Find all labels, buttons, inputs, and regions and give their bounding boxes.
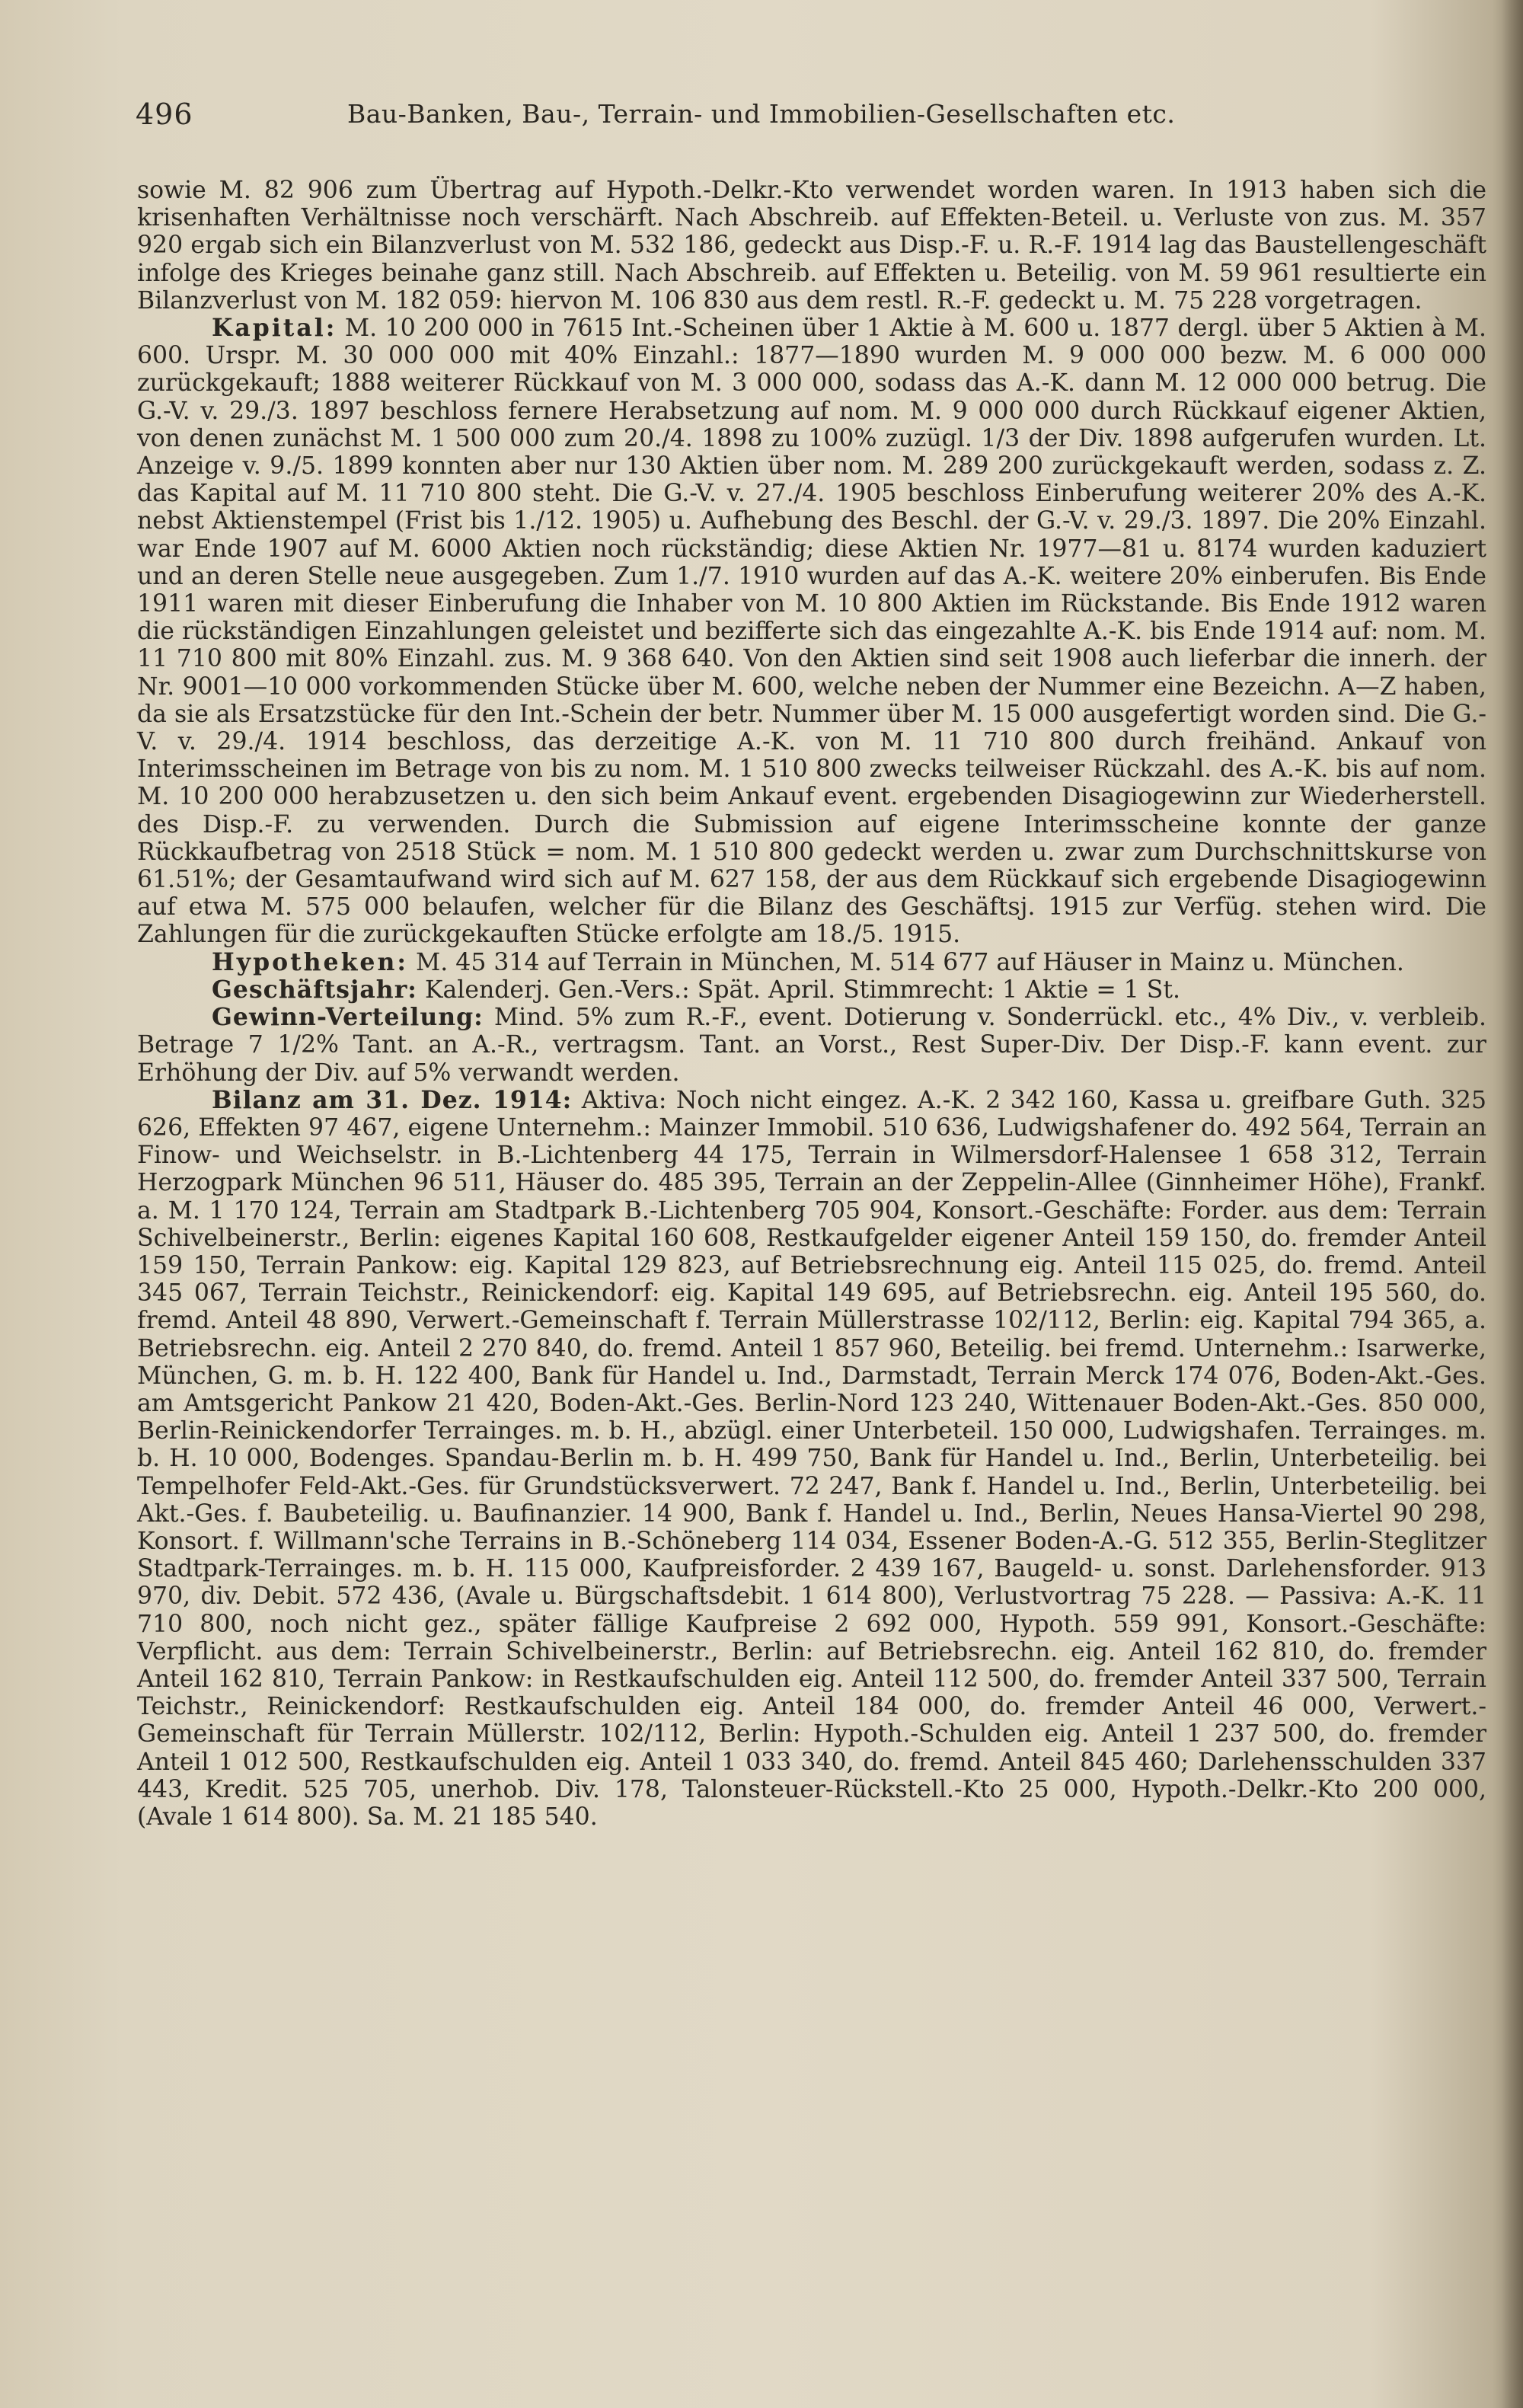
page-number: 496 (136, 97, 193, 131)
paragraph-geschaeftsjahr (137, 976, 1486, 1004)
paragraph-text: Aktiva: Noch nicht eingez. A.-K. 2 342 160, Kassa u. greifbare Guth. 325 626, Effekten 97 467, eigene Unternehm.: Mainzer Immobil. 510 636, Ludwigshafener do. 492 564, Terrain an Finow- und Weichselstr. in B.-Lichtenberg 44 175, Terrain in Wilmersdorf-Halensee 1 658 312, Terrain Herzogpark München 96 511, Häuser do. 485 395, Terrain an der Zeppelin-Allee (Ginnheimer Höhe), Frankf. a. M. 1 170 124, Terrain am Stadtpark B.-Lichtenberg 705 904, Konsort.-Geschäfte: Forder. aus dem: Terrain Schivelbeinerstr., Berlin: eigenes Kapital 160 608, Restkaufgelder eigener Anteil 159 150, do. fremder Anteil 159 150, Terrain Pankow: eig. Kapital 129 823, auf Betriebsrechnung eig. Anteil 115 025, do. fremd. Anteil 345 067, Terrain Teichstr., Reinickendorf: eig. Kapital 149 695, auf Betriebsrechn. eig. Anteil 195 560, do. fremd. Anteil 48 890, Verwert.-Gemeinschaft f. Terrain Müllerstrasse 102/112, Berlin: eig. Kapital 794 365, a. Betriebsrechn. eig. Anteil 2 270 840, do. fremd. Anteil 1 857 960, Beteilig. bei fremd. Unternehm.: Isarwerke, München, G. m. b. H. 122 400, Bank für Handel u. Ind., Darmstadt, Terrain Merck 174 076, Boden-Akt.-Ges. am Amtsgericht Pankow 21 420, Boden-Akt.-Ges. Berlin-Nord 123 240, Wittenauer Boden-Akt.-Ges. 850 000, Berlin-Reinickendorfer Terrainges. m. b. H., abzügl. einer Unterbeteil. 150 000, Ludwigshafen. Terrainges. m. b. H. 10 000, Bodenges. Spandau-Berlin m. b. H. 499 750, Bank für Handel u. Ind., Berlin, Unterbeteilig. bei Tempelhofer Feld-Akt.-Ges. für Grundstücksverwert. 72 247, Bank f. Handel u. Ind., Berlin, Unterbeteilig. bei Akt.-Ges. f. Baubeteilig. u. Baufinanzier. 14 900, Bank f. Handel u. Ind., Berlin, Neues Hansa-Viertel 90 298, Konsort. f. Willmann'sche Terrains in B.-Schöneberg 114 034, Essener Boden-A.-G. 512 355, Berlin-Steglitzer Stadtpark-Terrainges. m. b. H. 115 000, Kaufpreisforder. 2 439 167, Baugeld- u. sonst. Darlehensforder. 913 970, div. Debit. 572 436, (Avale u. Bürgschaftsdebit. 1 614 800), Verlustvortrag 75 228. — Passiva: A.-K. 11 710 800, noch nicht gez., später fällige Kaufpreise 2 692 000, Hypoth. 559 991, Konsort.-Geschäfte: Verpflicht. aus dem: Terrain Schivelbeinerstr., Berlin: auf Betriebsrechn. eig. Anteil 162 810, do. fremder Anteil 162 810, Terrain Pankow: in Restkaufschulden eig. Anteil 112 500, do. fremder Anteil 337 500, Terrain Teichstr., Reinickendorf: Restkaufschulden eig. Anteil 184 000, do. fremder Anteil 46 000, Verwert.-Gemeinschaft für Terrain Müllerstr. 102/112, Berlin: Hypoth.-Schulden eig. Anteil 1 237 500, do. fremder Anteil 1 012 500, Restkaufschulden eig. Anteil 1 033 340, do. fremd. Anteil 845 460; Darlehensschulden 337 443, Kredit. 525 705, unerhob. Div. 178, Talonsteuer-Rückstell.-Kto 25 000, Hypoth.-Delkr.-Kto 200 000, (Avale 1 614 800). Sa. M. 21 185 540. (137, 1086, 1486, 1831)
paragraph-text: sowie M. 82 906 zum Übertrag auf Hypoth.-Delkr.-Kto verwendet worden waren. In 1913 haben sich die krisenhaften Verhältnisse noch verschärft. Nach Abschreib. auf Effekten-Beteil. u. Verluste von zus. M. 357 920 ergab sich ein Bilanzverlust von M. 532 186, gedeckt aus Disp.-F. u. R.-F. 1914 lag das Baustellengeschäft infolge des Krieges beinahe ganz still. Nach Abschreib. auf Effekten u. Beteilig. von M. 59 961 resultierte ein Bilanzverlust von M. 182 059: hiervon M. 106 830 aus dem restl. R.-F. gedeckt u. M. 75 228 vorgetragen. (137, 177, 1486, 315)
paragraph-text: Kalenderj. Gen.-Vers.: Spät. April. Stimmrecht: 1 Aktie = 1 St. (424, 976, 1181, 1004)
paragraph-kapital (137, 315, 1486, 949)
paragraph-gewinn-verteilung (137, 1004, 1486, 1087)
section-heading-gewinn-verteilung: Gewinn-Verteilung: (212, 1003, 484, 1032)
paragraph-text: Mind. 5% zum R.-F., event. Dotierung v. Sonderrückl. etc., 4% Div., v. verbleib. Betrage 7 1/2% Tant. an A.-R., vertragsm. Tant. an Vorst., Rest Super-Div. Der Disp.-F. kann event. zur Erhöhung der Div. auf 5% verwandt werden. (137, 1004, 1486, 1087)
section-heading-bilanz: Bilanz am 31. Dez. 1914: (212, 1085, 573, 1114)
running-head (136, 97, 1477, 136)
section-heading-kapital: Kapital: (212, 314, 337, 343)
section-heading-hypotheken: Hypotheken: (212, 947, 408, 976)
page-body (137, 177, 1486, 1831)
paragraph-continuation (137, 177, 1486, 315)
paragraph-text: M. 45 314 auf Terrain in München, M. 514 677 auf Häuser in Mainz u. München. (416, 948, 1404, 976)
paragraph-bilanz (137, 1087, 1486, 1831)
page-edge-shadow (1502, 0, 1523, 2408)
section-heading-geschaeftsjahr: Geschäftsjahr: (212, 975, 417, 1004)
paragraph-hypotheken (137, 949, 1486, 976)
running-title: Bau-Banken, Bau-, Terrain- und Immobilien-Gesellschaften etc. (347, 99, 1176, 129)
paragraph-text: M. 10 200 000 in 7615 Int.-Scheinen über 1 Aktie à M. 600 u. 1877 dergl. über 5 Aktien à M. 600. Urspr. M. 30 000 000 mit 40% Einzahl.: 1877—1890 wurden M. 9 000 000 bezw. M. 6 000 000 zurückgekauft; 1888 weiterer Rückkauf von M. 3 000 000, sodass das A.-K. dann M. 12 000 000 betrug. Die G.-V. v. 29./3. 1897 beschloss fernere Herabsetzung auf nom. M. 9 000 000 durch Rückkauf eigener Aktien, von denen zunächst M. 1 500 000 zum 20./4. 1898 zu 100% zuzügl. 1/3 der Div. 1898 aufgerufen wurden. Lt. Anzeige v. 9./5. 1899 konnten aber nur 130 Aktien über nom. M. 289 200 zurückgekauft werden, sodass z. Z. das Kapital auf M. 11 710 800 steht. Die G.-V. v. 27./4. 1905 beschloss Einberufung weiterer 20% des A.-K. nebst Aktienstempel (Frist bis 1./12. 1905) u. Aufhebung des Beschl. der G.-V. v. 29./3. 1897. Die 20% Einzahl. war Ende 1907 auf M. 6000 Aktien noch rückständig; diese Aktien Nr. 1977—81 u. 8174 wurden kaduziert und an deren Stelle neue ausgegeben. Zum 1./7. 1910 wurden auf das A.-K. weitere 20% einberufen. Bis Ende 1911 waren mit dieser Einberufung die Inhaber von M. 10 800 Aktien im Rückstande. Bis Ende 1912 waren die rückständigen Einzahlungen geleistet und bezifferte sich das eingezahlte A.-K. bis Ende 1914 auf: nom. M. 11 710 800 mit 80% Einzahl. zus. M. 9 368 640. Von den Aktien sind seit 1908 auch lieferbar die innerh. der Nr. 9001—10 000 vorkommenden Stücke über M. 600, welche neben der Nummer eine Bezeichn. A—Z haben, da sie als Ersatzstücke für den Int.-Schein der betr. Nummer über M. 15 000 ausgefertigt worden sind. Die G.-V. v. 29./4. 1914 beschloss, das derzeitige A.-K. von M. 11 710 800 durch freihänd. Ankauf von Interimsscheinen im Betrage von bis zu nom. M. 1 510 800 zwecks teilweiser Rückzahl. des A.-K. bis auf nom. M. 10 200 000 herabzusetzen u. den sich beim Ankauf event. ergebenden Disagiogewinn zur Wiederherstell. des Disp.-F. zu verwenden. Durch die Submission auf eigene Interimsscheine konnte der ganze Rückkaufbetrag von 2518 Stück = nom. M. 1 510 800 gedeckt werden u. zwar zum Durchschnittskurse von 61.51%; der Gesamtaufwand wird sich auf M. 627 158, der aus dem Rückkauf sich ergebende Disagiogewinn auf etwa M. 575 000 belaufen, welcher für die Bilanz des Geschäftsj. 1915 zur Verfüg. stehen wird. Die Zahlungen für die zurückgekauften Stücke erfolgte am 18./5. 1915. (137, 315, 1486, 949)
